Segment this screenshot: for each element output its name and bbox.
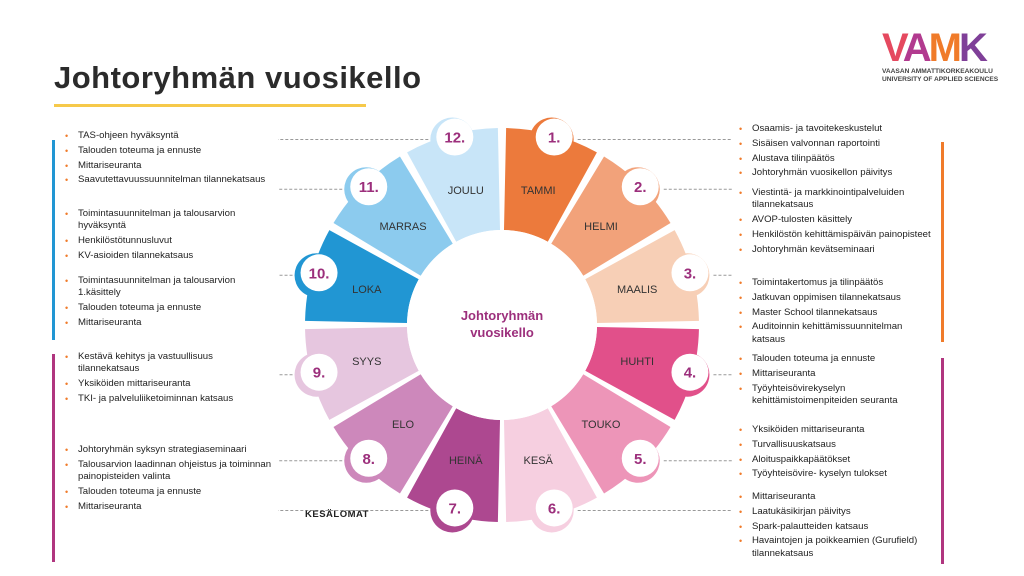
panel-item: • Mittariseuranta xyxy=(62,160,287,172)
panel-item: • Jatkuvan oppimisen tilannekatsaus xyxy=(736,292,936,304)
panel-item: • Johtoryhmän vuosikellon päivitys xyxy=(736,167,941,179)
month-name: HUHTI xyxy=(620,356,655,369)
month-number: 11. xyxy=(358,179,379,197)
panel-item: • Turvallisuuskatsaus xyxy=(736,439,936,451)
panel-item: • KV-asioiden tilannekatsaus xyxy=(62,250,272,262)
month-name: ELO xyxy=(391,418,415,431)
panel-item: • Havaintojen ja poikkeamien (Gurufield) tilannekatsaus xyxy=(736,535,941,560)
month-number: 8. xyxy=(362,450,375,468)
panel-item: • Mittariseuranta xyxy=(62,317,272,329)
month-name: KESÄ xyxy=(523,455,553,468)
month-number: 7. xyxy=(448,500,462,518)
panel-item: • Master School tilannekatsaus xyxy=(736,307,936,319)
logo-mark: VAMK xyxy=(882,26,985,70)
month-name: LOKA xyxy=(352,283,382,296)
month-number: 5. xyxy=(634,450,647,468)
panel-item: • Talouden toteuma ja ennuste xyxy=(62,145,287,157)
month-name: HEINÄ xyxy=(448,455,483,468)
panel-item: • Mittariseuranta xyxy=(736,368,936,380)
panel-item: • Saavutettavuussuunnitelman tilannekatsaus xyxy=(62,174,287,186)
panel-item: • Kestävä kehitys ja vastuullisuus tilannekatsaus xyxy=(62,351,262,376)
panel-item: • Henkilöstötunnusluvut xyxy=(62,235,272,247)
panel-item: • Auditoinnin kehittämissuunnitelman katsaus xyxy=(736,321,936,346)
panel-item: • TKI- ja palveluliiketoiminnan katsaus xyxy=(62,393,262,405)
panel-item: • TAS-ohjeen hyväksyntä xyxy=(62,130,287,142)
center-label-line1: Johtoryhmän xyxy=(460,308,544,323)
logo-line-fi: VAASAN AMMATTIKORKEAKOULU xyxy=(882,68,993,75)
panel-item: • Talouden toteuma ja ennuste xyxy=(62,486,272,498)
panel-item: • Talouden toteuma ja ennuste xyxy=(736,353,936,365)
panel-item: • Alustava tilinpäätös xyxy=(736,153,941,165)
panel-item: • Sisäisen valvonnan raportointi xyxy=(736,138,941,150)
kesalomat-label: KESÄLOMAT xyxy=(305,509,369,520)
month-name: TAMMI xyxy=(520,184,556,197)
panel-item: • Työyhteisövire- kyselyn tulokset xyxy=(736,468,936,480)
month-name: MAALIS xyxy=(617,283,658,296)
month-number: 1. xyxy=(547,129,561,147)
panel-item: • Työyhteisövirekyselyn kehittämistoimenpiteiden seuranta xyxy=(736,383,936,408)
panel-item: • Mittariseuranta xyxy=(62,501,272,513)
month-name: SYYS xyxy=(352,356,382,369)
center-label-line2: vuosikello xyxy=(470,325,534,340)
panel-item: • Johtoryhmän kevätseminaari xyxy=(736,244,936,256)
month-number: 6. xyxy=(547,500,561,518)
month-name: MARRAS xyxy=(379,221,427,234)
panel-item: • Laatukäsikirjan päivitys xyxy=(736,506,941,518)
page-title: Johtoryhmän vuosikello xyxy=(54,60,422,95)
panel-item: • Yksiköiden mittariseuranta xyxy=(736,424,936,436)
month-number: 3. xyxy=(683,265,697,283)
panel-item: • Osaamis- ja tavoitekeskustelut xyxy=(736,123,941,135)
month-number: 10. xyxy=(308,265,330,283)
month-number: 2. xyxy=(634,179,647,197)
month-number: 4. xyxy=(683,364,697,382)
panel-item: • Talouden toteuma ja ennuste xyxy=(62,302,272,314)
panel-item: • Toimintasuunnitelman ja talousarvion hyväksyntä xyxy=(62,208,272,233)
panel-item: • Toimintakertomus ja tilinpäätös xyxy=(736,277,936,289)
panel-item: • Yksiköiden mittariseuranta xyxy=(62,378,262,390)
month-number: 12. xyxy=(444,129,466,147)
panel-item: • Johtoryhmän syksyn strategiaseminaari xyxy=(62,444,272,456)
panel-item: • Talousarvion laadinnan ohjeistus ja toiminnan painopisteiden valinta xyxy=(62,459,272,484)
month-name: HELMI xyxy=(584,221,618,234)
panel-item: • Viestintä- ja markkinointipalveluiden tilannekatsaus xyxy=(736,187,936,212)
month-number: 9. xyxy=(312,364,326,382)
panel-item: • Spark-palautteiden katsaus xyxy=(736,521,941,533)
month-name: TOUKO xyxy=(581,418,621,431)
panel-item: • Toimintasuunnitelman ja talousarvion 1.käsittely xyxy=(62,275,272,300)
panel-item: • Henkilöstön kehittämispäivän painopisteet xyxy=(736,229,936,241)
month-name: JOULU xyxy=(447,184,484,197)
logo-line-en: UNIVERSITY OF APPLIED SCIENCES xyxy=(882,76,999,83)
panel-item: • Aloituspaikkapäätökset xyxy=(736,454,936,466)
panel-item: • AVOP-tulosten käsittely xyxy=(736,214,936,226)
panel-item: • Mittariseuranta xyxy=(736,491,941,503)
